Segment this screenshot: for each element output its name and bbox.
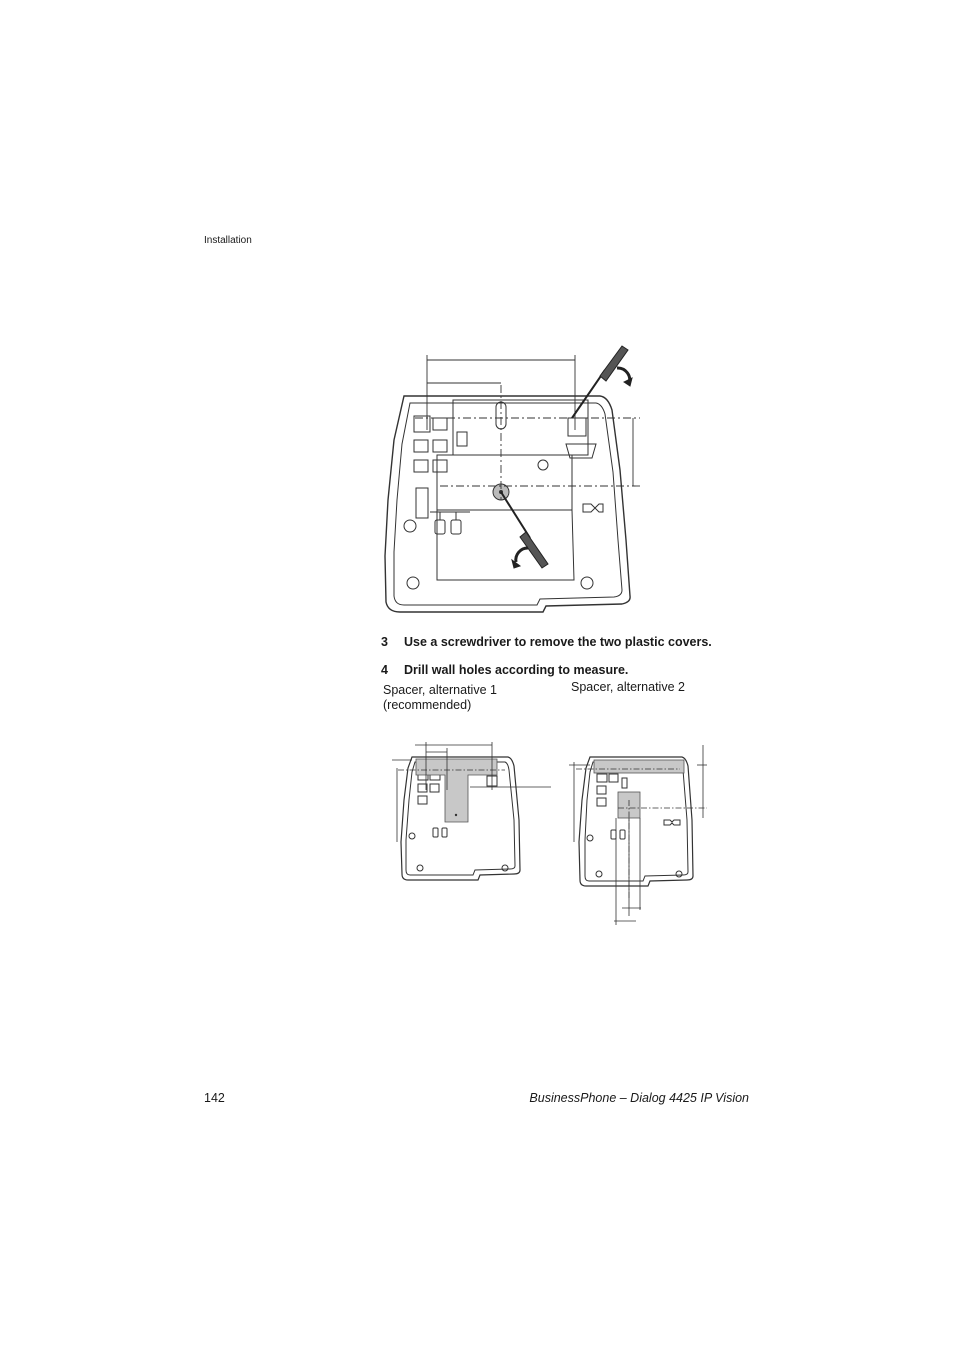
spacer-alt2-label: Spacer, alternative 2	[571, 680, 685, 694]
spacer-alt1-note: (recommended)	[383, 698, 472, 712]
step-text: Drill wall holes according to measure.	[404, 663, 629, 677]
step-text: Use a screwdriver to remove the two plastic covers.	[404, 635, 712, 649]
page-number: 142	[204, 1091, 225, 1105]
step-number: 3	[381, 635, 388, 649]
spacer-alt1-label: Spacer, alternative 1	[383, 683, 497, 697]
document-title: BusinessPhone – Dialog 4425 IP Vision	[529, 1091, 749, 1105]
step-number: 4	[381, 663, 388, 677]
section-header: Installation	[204, 235, 252, 246]
